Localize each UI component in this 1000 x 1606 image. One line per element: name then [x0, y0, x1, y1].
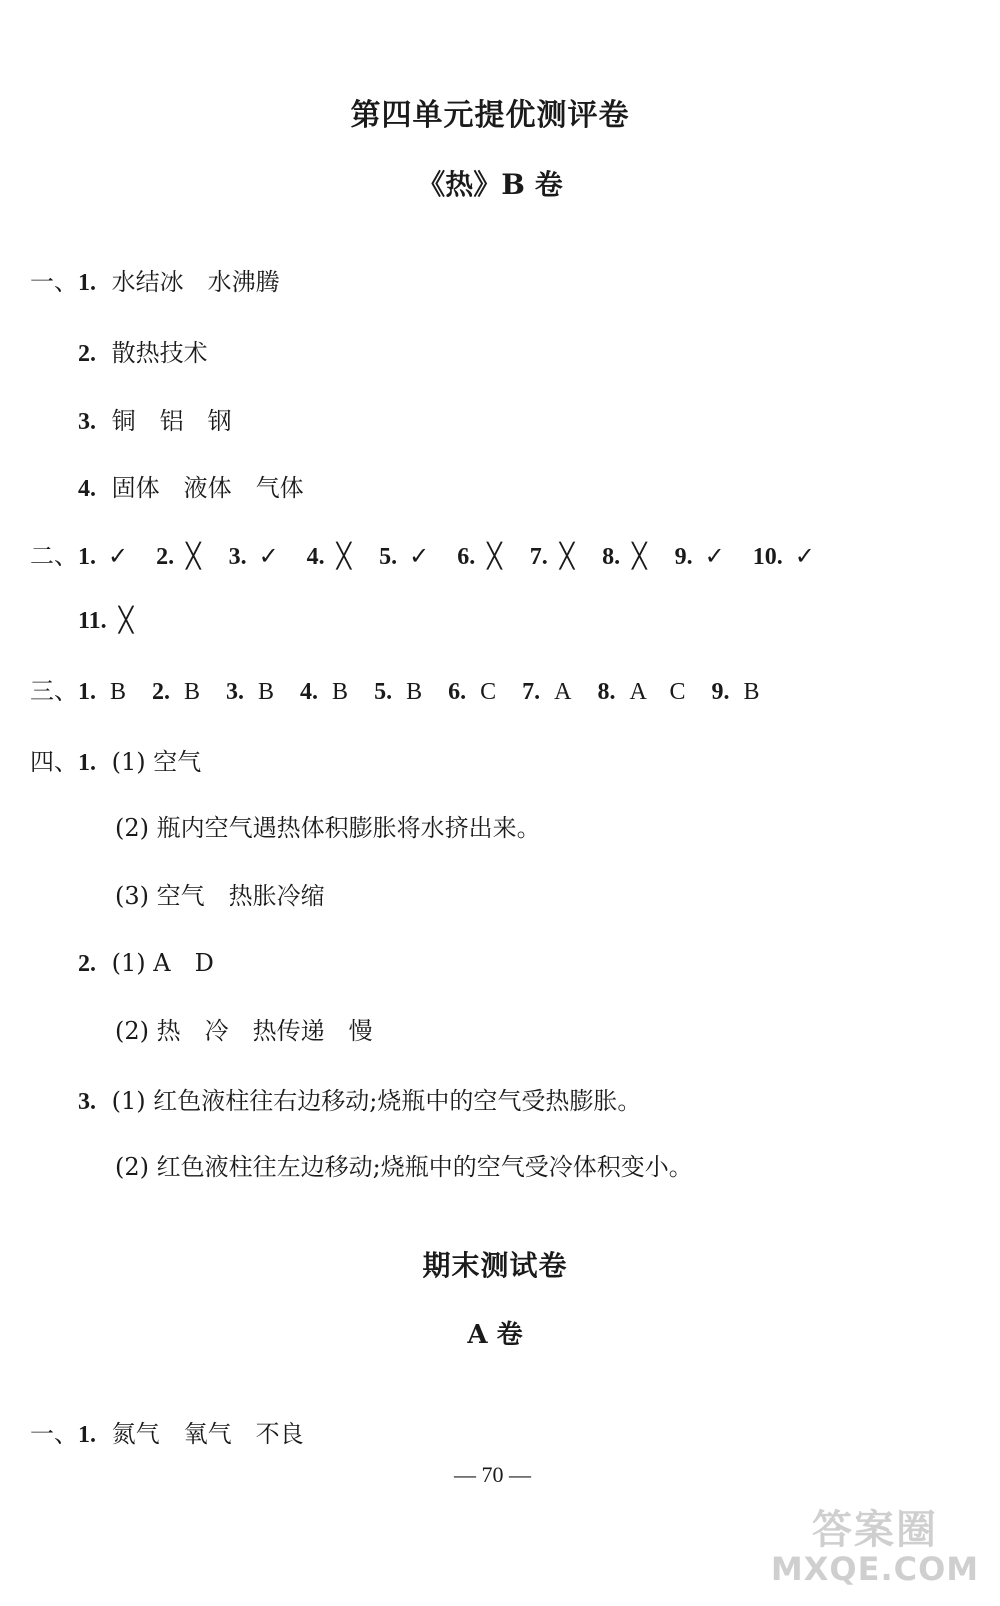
question-number: 3.: [78, 409, 96, 435]
answer-text: 散热技术: [111, 339, 208, 367]
section1-label: 一、: [30, 268, 78, 296]
question-number: 3.: [226, 679, 245, 705]
judge-item: [675, 542, 725, 571]
answer-text: 水结冰 水沸腾: [111, 268, 280, 296]
final-title: 期末测试卷: [422, 1249, 568, 1282]
answer-mark: ✓: [409, 542, 430, 570]
section4-label: 四、: [30, 748, 78, 776]
choice-item: [226, 677, 274, 706]
answer-mark: ╳: [487, 542, 502, 570]
question-number: 9.: [711, 679, 730, 705]
section4-q2-part2: [115, 1011, 373, 1046]
final-subtitle: A 卷: [467, 1320, 523, 1350]
watermark-url: [760, 1550, 990, 1588]
section1-q4: [78, 468, 304, 503]
answer-mark: ╳: [632, 542, 647, 570]
question-number: 8.: [597, 679, 616, 705]
judge-item: [307, 542, 351, 571]
choice-item: [711, 677, 759, 706]
answer-mark: ╳: [186, 542, 201, 570]
question-number: 1.: [78, 679, 96, 705]
question-number: 2.: [156, 544, 175, 570]
answer-text: B: [258, 679, 275, 705]
section1-q2: [78, 333, 208, 368]
page-number: — 70 —: [454, 1462, 531, 1487]
answer-mark: ╳: [559, 542, 575, 570]
question-number: 3.: [78, 1089, 96, 1115]
answer-mark: ✓: [794, 542, 815, 570]
page-title: 第四单元提优测评卷: [350, 98, 630, 133]
question-number: 2.: [78, 951, 96, 977]
choice-item: [448, 677, 496, 706]
section4-q1-part2: [115, 808, 541, 843]
answer-mark: ╳: [118, 606, 134, 634]
section4-q3: [78, 1081, 641, 1116]
answer-mark: ✓: [704, 542, 725, 570]
section2-row2: [78, 606, 133, 635]
question-number: 4.: [300, 679, 319, 705]
question-number: 5.: [379, 544, 398, 570]
judge-item: [379, 542, 429, 571]
page-subtitle: 《热》B 卷: [417, 168, 563, 201]
question-number: 4.: [306, 544, 325, 570]
section3-row: [30, 671, 759, 706]
section4-q3-part2: [115, 1147, 693, 1182]
answer-part: (1) 空气: [111, 748, 202, 776]
judge-item: [457, 542, 501, 571]
answer-part: (2) 瓶内空气遇热体积膨胀将水挤出来。: [115, 814, 541, 842]
question-number: 2.: [152, 679, 171, 705]
section2-label: 二、: [30, 542, 78, 570]
section1-q1: [30, 262, 280, 297]
question-number: 1.: [78, 270, 96, 296]
answer-mark: ╳: [336, 542, 352, 570]
question-number: 5.: [374, 679, 393, 705]
choice-item: [152, 677, 200, 706]
question-number: 6.: [457, 544, 476, 570]
watermark-url-text: MXQE.COM: [770, 1550, 980, 1588]
answer-part: (1) 红色液柱往右边移动;烧瓶中的空气受热膨胀。: [111, 1087, 642, 1115]
answer-part: (2) 红色液柱往左边移动;烧瓶中的空气受冷体积变小。: [115, 1153, 693, 1181]
answer-text: B: [332, 679, 349, 705]
judge-item: [530, 542, 574, 571]
answer-part: (3) 空气 热胀冷缩: [115, 882, 325, 910]
watermark-logo: [760, 1498, 990, 1555]
answer-text: B: [406, 679, 423, 705]
answer-text: A: [554, 679, 572, 705]
section3-label: 三、: [30, 677, 78, 705]
choice-item: [522, 677, 571, 706]
question-number: 11.: [78, 608, 107, 634]
judge-item: [602, 542, 646, 571]
choice-item: [597, 671, 685, 706]
question-number: 7.: [529, 544, 548, 570]
question-number: 1.: [78, 1422, 96, 1448]
question-number: 3.: [228, 544, 247, 570]
answer-text: C: [480, 679, 497, 705]
answer-text: A C: [629, 679, 686, 705]
answer-text: B: [743, 679, 760, 705]
section2-row1: [30, 536, 815, 571]
answer-mark: ✓: [258, 542, 279, 570]
judge-item: [753, 542, 815, 571]
question-number: 8.: [602, 544, 621, 570]
final-section1-q1: [30, 1414, 304, 1449]
question-number: 9.: [674, 544, 693, 570]
watermark-logo-text: 答案圈: [812, 1507, 938, 1553]
question-number: 10.: [752, 544, 783, 570]
answer-text: 固体 液体 气体: [111, 474, 304, 502]
answer-part: (1) A D: [111, 949, 214, 977]
question-number: 2.: [78, 341, 96, 367]
section4-q2: [78, 943, 214, 978]
answer-part: (2) 热 冷 热传递 慢: [115, 1017, 373, 1045]
question-number: 4.: [78, 476, 96, 502]
judge-item: [78, 542, 128, 571]
choice-item: [78, 677, 126, 706]
question-number: 1.: [78, 544, 96, 570]
answer-text: 铜 铝 钢: [111, 407, 232, 435]
section1-q3: [78, 401, 232, 436]
question-number: 7.: [522, 679, 541, 705]
question-number: 1.: [78, 750, 96, 776]
choice-item: [374, 677, 422, 706]
answer-text: B: [184, 679, 201, 705]
answer-text: B: [110, 679, 127, 705]
question-number: 6.: [448, 679, 467, 705]
judge-item: [156, 542, 200, 571]
choice-item: [300, 677, 348, 706]
answer-mark: ✓: [108, 542, 129, 570]
section4-q1: [30, 742, 201, 777]
judge-item: [229, 542, 279, 571]
section-label: 一、: [30, 1420, 78, 1448]
section4-q1-part3: [115, 876, 325, 911]
answer-text: 氮气 氧气 不良: [111, 1420, 304, 1448]
